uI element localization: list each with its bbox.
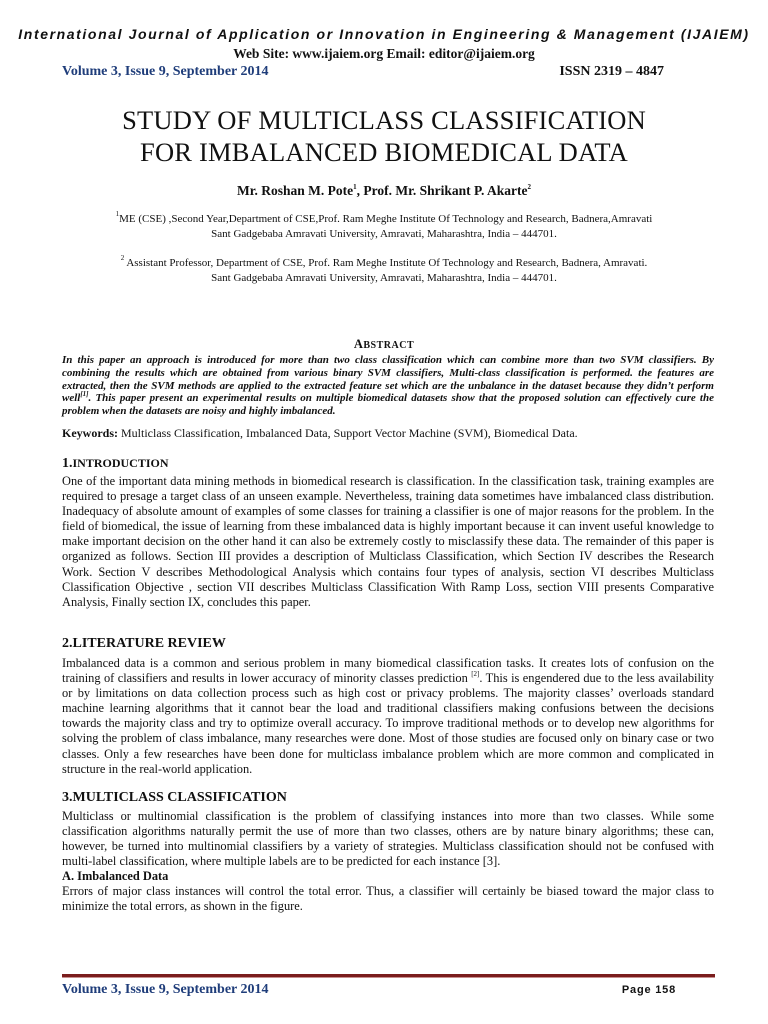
- abstract-heading-rest: BSTRACT: [363, 340, 415, 351]
- journal-website: Web Site: www.ijaiem.org Email: editor@ijaiem.org: [233, 46, 535, 61]
- abstract-text-a: In this paper an approach is introduced for more than two class classification which can combine more than two SVM classifiers. By combining the results which are obtained from various binary SVM classifiers, Multi-class classification is performed. the features are extracted, then the SVM methods are applied to the extracted feature set which are the unbalance in the dataset because they didn’t perform well: [62, 354, 714, 405]
- abstract-text: [62, 354, 714, 418]
- affiliation-1-line-2: Sant Gadgebaba Amravati University, Amravati, Maharashtra, India – 444701.: [211, 228, 557, 240]
- page-number: Page 158: [621, 984, 676, 996]
- literature-citation: [2]: [471, 669, 480, 678]
- author-list: [0, 183, 768, 199]
- abstract-heading: [0, 337, 768, 352]
- footer-rule: [62, 974, 715, 978]
- affiliation-2-line-1: Assistant Professor, Department of CSE, Prof. Ram Meghe Institute Of Technology and Research, Badnera, Amravati.: [124, 257, 648, 269]
- imbalanced-data-paragraph: Errors of major class instances will control the total error. Thus, a classifier will certainly be biased toward the major class to minimize the total errors, as shown in the figure.: [62, 884, 714, 914]
- section-multiclass-heading: 3.MULTICLASS CLASSIFICATION: [62, 790, 287, 805]
- section-introduction-heading: [62, 456, 169, 472]
- affiliation-2: [60, 256, 708, 286]
- author-1: Mr. Roshan M. Pote: [236, 183, 354, 198]
- section-literature-heading: 2.LITERATURE REVIEW: [62, 636, 226, 651]
- abstract-heading-first: A: [353, 337, 364, 351]
- literature-text-b: . This is engendered due to the less availability or by limitations on data collection process such as high cost or privacy problems. The majority classes’ overloads standard machine learning algorithms that it cannot bear the load and traditional classifiers making confusions between the decisions towards the majority class and try to optimize overall accuracy. To improve traditional methods or to develop new algorithms for solving the problem of class imbalance, many researches were done. Most of those studies are focused only on binary case or two classes. Only a few researches have been done for multiclass imbalance problem which are more common and complicated in structure in the real-world application.: [62, 671, 714, 776]
- title-line-2: FOR IMBALANCED BIOMEDICAL DATA: [140, 137, 628, 167]
- author-separator: ,: [356, 183, 364, 198]
- keywords-text: Multiclass Classification, Imbalanced Data, Support Vector Machine (SVM), Biomedical Data.: [118, 426, 578, 440]
- subsection-imbalanced-data-heading: A. Imbalanced Data: [62, 869, 169, 883]
- footer-volume: Volume 3, Issue 9, September 2014: [62, 982, 269, 997]
- paper-title: [30, 104, 738, 168]
- keywords-label: Keywords:: [62, 426, 118, 440]
- section-introduction-title: INTRODUCTION: [72, 456, 169, 470]
- abstract-text-b: . This paper present an experimental results on multiple biomedical datasets show that the proposed solution can effectively cure the problem when the datasets are noisy and highly imbalanced.: [62, 392, 714, 418]
- affiliation-1: [60, 212, 708, 242]
- section-introduction-number: 1.: [62, 456, 73, 471]
- affiliation-2-line-2: Sant Gadgebaba Amravati University, Amravati, Maharashtra, India – 444701.: [211, 272, 557, 284]
- introduction-paragraph: One of the important data mining methods in biomedical research is classification. In the classification task, training examples are required to presage a target class of an unseen example. Nevertheless, training data sometimes have imbalanced class distribution. Inadequacy of absolute amount of examples of some classes for training a classifier is one of major reasons for the problem. In the field of biomedical, the issue of learning from these imbalanced data is highly important because it can invent useful knowledge to make important decision on the other hand it can also be extremely costly to misclassify these data. The remainder of this paper is organized as follows. Section III provides a description of Multiclass Classification, which Section IV describes the Research Work. Section V describes Methodological Analysis which contains four types of analysis, section VI describes Multiclass Classification Objective , section VII describes Multiclass Classification With Ramp Loss, section VIII presents Comparative Analysis, Finally section IX, concludes this paper.: [62, 474, 714, 609]
- literature-text-a: Imbalanced data is a common and serious problem in many biomedical classification tasks. It creates lots of confusion on the training of classifiers and results in lower accuracy of minority classes prediction: [62, 656, 714, 686]
- header-issn: ISSN 2319 – 4847: [559, 64, 664, 79]
- literature-paragraph: [62, 656, 714, 777]
- keywords: [62, 426, 714, 440]
- affiliation-1-line-1: ME (CSE) ,Second Year,Department of CSE,Prof. Ram Meghe Institute Of Technology and Research, Badnera,Amravati: [119, 213, 653, 225]
- author-2: Prof. Mr. Shrikant P. Akarte: [363, 183, 528, 198]
- affiliation-1-sup: 1: [115, 210, 120, 219]
- header-volume: Volume 3, Issue 9, September 2014: [62, 64, 269, 79]
- title-line-1: STUDY OF MULTICLASS CLASSIFICATION: [122, 105, 646, 135]
- affiliation-2-sup: 2: [120, 254, 125, 263]
- multiclass-paragraph: Multiclass or multinomial classification is the problem of classifying instances into more than two classes. While some classification algorithms naturally permit the use of more than two classes, others are by nature binary algorithms; these can, however, be turned into multinomial classifiers by a variety of strategies. Multiclass classification should not be confused with multi-label classification, where multiple labels are to be predicted for each instance [3].: [62, 809, 714, 869]
- abstract-citation: [1]: [80, 389, 89, 398]
- journal-name: International Journal of Application or Innovation in Engineering & Management (IJAIEM): [18, 26, 750, 42]
- author-2-sup: 2: [527, 182, 531, 191]
- author-1-sup: 1: [353, 182, 357, 191]
